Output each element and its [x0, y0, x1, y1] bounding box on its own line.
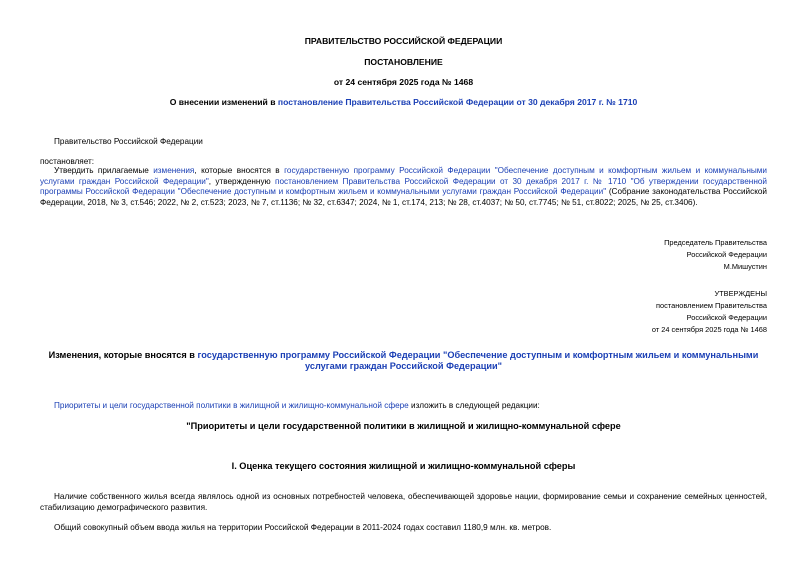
amended-resolution-link[interactable]: постановление Правительства Российской Федерации от 30 декабря 2017 г. № 1710 [277, 97, 638, 107]
priorities-section-link[interactable]: Приоритеты и цели государственной политики в жилищной и жилищно-коммунальной сфере [54, 401, 409, 410]
p1-text-a: Утвердить прилагаемые [54, 166, 154, 175]
change-instruction [54, 401, 540, 410]
changes-title [40, 350, 767, 372]
approval-line-2: постановлением Правительства [656, 300, 767, 310]
instruction-text: изложить в следующей редакции: [408, 401, 540, 410]
document-type: ПОСТАНОВЛЕНИЕ [364, 57, 443, 67]
state-program-link[interactable]: государственную программу Российской Федерации "Обеспечение доступным и комфортным жильем и коммунальными услугами граждан Российской Федерации" [40, 166, 767, 186]
body-paragraph-2: Общий совокупный объем ввода жилья на территории Российской Федерации в 2011-2024 годах составил 1180,9 млн. кв. метров. [54, 523, 552, 532]
issuer: Правительство Российской Федерации [54, 137, 203, 146]
document-date-number: от 24 сентября 2025 года № 1468 [333, 77, 474, 87]
approval-line-1: УТВЕРЖДЕНЫ [714, 289, 767, 298]
approval-line-3: Российской Федерации [686, 312, 767, 322]
quoted-section-heading: "Приоритеты и цели государственной политики в жилищной и жилищно-коммунальной сфере [186, 421, 621, 431]
p1-text-b: , которые вносятся в [194, 166, 285, 175]
changes-title-prefix: Изменения, которые вносятся в [48, 350, 198, 360]
resolves-word: постановляет: [40, 157, 95, 166]
resolution-paragraph [40, 166, 767, 208]
section-heading: I. Оценка текущего состояния жилищной и жилищно-коммунальной сферы [231, 461, 576, 471]
p1-text-d: (Собрание законодательства Российской Федерации, 2018, № 3, ст.546; 2022, № 2, ст.523; 2023, № 7, ст.1136; № 32, ст.6347; 2024, № 1, ст.174, 213; № 28, ст.4037; № 50, ст.7745; № 51, ст.8022; 2025, № 25, ст.3406). [40, 187, 767, 207]
approval-line-4: от 24 сентября 2025 года № 1468 [651, 324, 767, 334]
document-title [0, 97, 807, 107]
approval-block [652, 288, 767, 336]
signature-line-3: М.Мишустин [723, 261, 767, 271]
body-paragraph-1: Наличие собственного жилья всегда являлось одной из основных потребностей человека, обеспечивающей здоровье нации, формирование семьи и сохранение семейных ценностей, стабилизацию демографического развития. [40, 492, 767, 512]
document-title-prefix: О внесении изменений в [169, 97, 278, 107]
changes-link[interactable]: изменения [153, 166, 195, 175]
changes-program-link[interactable]: государственную программу Российской Федерации "Обеспечение доступным и комфортным жильем и коммунальными услугами граждан Российской Федерации" [197, 350, 759, 371]
signature-block [664, 237, 767, 273]
resolution-1710-link[interactable]: постановлением Правительства Российской Федерации от 30 декабря 2017 г. № 1710 "Об утверждении государственной программы Российской Федерации "Обеспечение доступным и комфортным жильем и коммунальными услугами граждан Российской Федерации" [40, 176, 767, 197]
signature-line-1: Председатель Правительства [664, 238, 767, 247]
p1-text-c: , утвержденную [208, 176, 276, 186]
government-title: ПРАВИТЕЛЬСТВО РОССИЙСКОЙ ФЕДЕРАЦИИ [304, 36, 503, 46]
signature-line-2: Российской Федерации [686, 249, 767, 259]
